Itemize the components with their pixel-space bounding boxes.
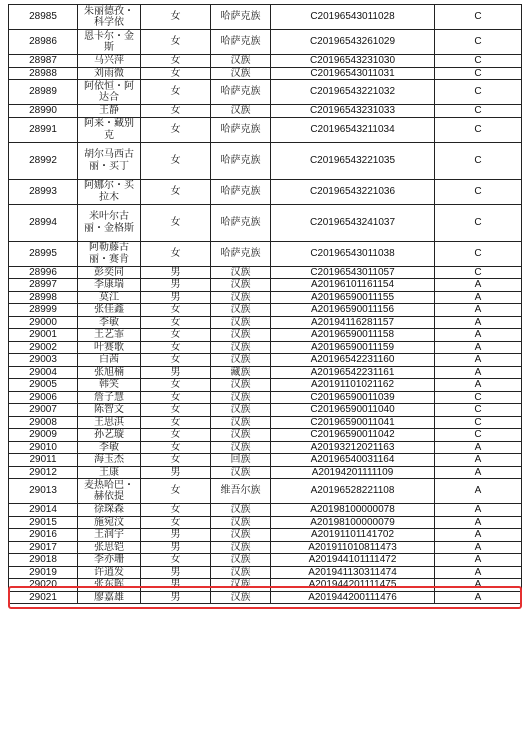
table-row (9, 366, 522, 379)
grade-cell: A (435, 554, 522, 567)
table-row (9, 279, 522, 292)
ethnicity-cell: 汉族 (211, 304, 271, 317)
name-cell: 王康 (78, 466, 141, 479)
ethnicity-cell: 汉族 (211, 566, 271, 579)
ethnicity-cell: 汉族 (211, 291, 271, 304)
ethnicity-cell: 汉族 (211, 266, 271, 279)
roster-table (8, 4, 522, 604)
name-cell: 王思淇 (78, 416, 141, 429)
id-cell: 29012 (9, 466, 78, 479)
code-cell: C20196543231033 (271, 105, 435, 118)
gender-cell: 女 (141, 391, 211, 404)
gender-cell: 男 (141, 529, 211, 542)
table-row (9, 416, 522, 429)
ethnicity-cell: 回族 (211, 454, 271, 467)
gender-cell: 男 (141, 591, 211, 604)
table-row (9, 529, 522, 542)
name-cell: 廖嘉雄 (78, 591, 141, 604)
grade-cell: A (435, 291, 522, 304)
name-cell: 许逍发 (78, 566, 141, 579)
table-row (9, 266, 522, 279)
ethnicity-cell: 汉族 (211, 554, 271, 567)
table-row (9, 454, 522, 467)
grade-cell: A (435, 329, 522, 342)
ethnicity-cell: 哈萨克族 (211, 204, 271, 241)
id-cell: 28985 (9, 5, 78, 30)
table-row (9, 117, 522, 142)
grade-cell: C (435, 80, 522, 105)
table-row (9, 466, 522, 479)
name-cell: 恩卡尔・金斯 (78, 30, 141, 55)
id-cell: 28992 (9, 142, 78, 179)
name-cell: 徐琛森 (78, 504, 141, 517)
gender-cell: 女 (141, 55, 211, 68)
gender-cell: 女 (141, 404, 211, 417)
ethnicity-cell: 汉族 (211, 316, 271, 329)
id-cell: 28999 (9, 304, 78, 317)
name-cell: 张佳鑫 (78, 304, 141, 317)
name-cell: 朱丽德孜・科学依 (78, 5, 141, 30)
ethnicity-cell: 哈萨克族 (211, 30, 271, 55)
name-cell: 阿勒藤古丽・赛肯 (78, 241, 141, 266)
name-cell: 刘雨微 (78, 67, 141, 80)
code-cell: A20196590011159 (271, 341, 435, 354)
id-cell: 29011 (9, 454, 78, 467)
ethnicity-cell: 汉族 (211, 354, 271, 367)
grade-cell: A (435, 341, 522, 354)
id-cell: 29010 (9, 441, 78, 454)
id-cell: 29013 (9, 479, 78, 504)
gender-cell: 女 (141, 179, 211, 204)
gender-cell: 女 (141, 204, 211, 241)
table-row (9, 241, 522, 266)
table-row (9, 341, 522, 354)
code-cell: A20196542231160 (271, 354, 435, 367)
gender-cell: 女 (141, 379, 211, 392)
ethnicity-cell: 哈萨克族 (211, 179, 271, 204)
name-cell: 阿依恒・阿达合 (78, 80, 141, 105)
grade-cell: C (435, 429, 522, 442)
id-cell: 29019 (9, 566, 78, 579)
ethnicity-cell: 哈萨克族 (211, 117, 271, 142)
table-row (9, 554, 522, 567)
id-cell: 29005 (9, 379, 78, 392)
grade-cell: A (435, 304, 522, 317)
gender-cell: 女 (141, 80, 211, 105)
grade-cell: C (435, 67, 522, 80)
grade-cell: C (435, 142, 522, 179)
code-cell: C20196543011031 (271, 67, 435, 80)
gender-cell: 女 (141, 30, 211, 55)
ethnicity-cell: 汉族 (211, 441, 271, 454)
id-cell: 29007 (9, 404, 78, 417)
gender-cell: 女 (141, 416, 211, 429)
name-cell: 孙艺璇 (78, 429, 141, 442)
id-cell: 28995 (9, 241, 78, 266)
gender-cell: 女 (141, 516, 211, 529)
table-row (9, 105, 522, 118)
id-cell: 29009 (9, 429, 78, 442)
name-cell: 李敏 (78, 441, 141, 454)
table-row (9, 142, 522, 179)
id-cell: 29000 (9, 316, 78, 329)
table-row (9, 316, 522, 329)
code-cell: C20196543011038 (271, 241, 435, 266)
name-cell: 张旭楠 (78, 366, 141, 379)
id-cell: 29006 (9, 391, 78, 404)
id-cell: 28996 (9, 266, 78, 279)
code-cell: C20196590011042 (271, 429, 435, 442)
name-cell: 彭奕同 (78, 266, 141, 279)
name-cell: 莫江 (78, 291, 141, 304)
table-row-highlighted (9, 591, 522, 604)
grade-cell: A (435, 516, 522, 529)
ethnicity-cell: 汉族 (211, 529, 271, 542)
grade-cell: A (435, 541, 522, 554)
id-cell: 29020 (9, 579, 78, 592)
ethnicity-cell: 哈萨克族 (211, 142, 271, 179)
id-cell: 29014 (9, 504, 78, 517)
table-row (9, 55, 522, 68)
name-cell: 麦热哈巴・赫依提 (78, 479, 141, 504)
code-cell: A20194201111109 (271, 466, 435, 479)
table-row (9, 504, 522, 517)
name-cell: 陈智文 (78, 404, 141, 417)
grade-cell: A (435, 504, 522, 517)
ethnicity-cell: 汉族 (211, 379, 271, 392)
code-cell: A201944200111476 (271, 591, 435, 604)
grade-cell: A (435, 529, 522, 542)
name-cell: 詹子慧 (78, 391, 141, 404)
gender-cell: 男 (141, 566, 211, 579)
gender-cell: 女 (141, 105, 211, 118)
table-row (9, 179, 522, 204)
name-cell: 白茜 (78, 354, 141, 367)
gender-cell: 男 (141, 279, 211, 292)
code-cell: C20196543261029 (271, 30, 435, 55)
ethnicity-cell: 哈萨克族 (211, 241, 271, 266)
grade-cell: C (435, 241, 522, 266)
table-row (9, 404, 522, 417)
code-cell: C20196543221035 (271, 142, 435, 179)
code-cell: C20196543221032 (271, 80, 435, 105)
code-cell: C20196543221036 (271, 179, 435, 204)
grade-cell: C (435, 416, 522, 429)
id-cell: 29003 (9, 354, 78, 367)
gender-cell: 女 (141, 554, 211, 567)
table-row (9, 379, 522, 392)
gender-cell: 女 (141, 454, 211, 467)
gender-cell: 女 (141, 479, 211, 504)
code-cell: C20196590011040 (271, 404, 435, 417)
gender-cell: 男 (141, 466, 211, 479)
code-cell: C20196590011041 (271, 416, 435, 429)
grade-cell: C (435, 55, 522, 68)
gender-cell: 女 (141, 316, 211, 329)
table-row (9, 479, 522, 504)
grade-cell: C (435, 105, 522, 118)
code-cell: A20191101021162 (271, 379, 435, 392)
table-row (9, 304, 522, 317)
table-row (9, 541, 522, 554)
ethnicity-cell: 汉族 (211, 516, 271, 529)
table-row (9, 67, 522, 80)
name-cell: 王静 (78, 105, 141, 118)
gender-cell: 女 (141, 341, 211, 354)
id-cell: 29001 (9, 329, 78, 342)
ethnicity-cell: 汉族 (211, 105, 271, 118)
gender-cell: 女 (141, 117, 211, 142)
name-cell: 马兴萍 (78, 55, 141, 68)
id-cell: 29017 (9, 541, 78, 554)
id-cell: 29015 (9, 516, 78, 529)
gender-cell: 女 (141, 441, 211, 454)
ethnicity-cell: 汉族 (211, 341, 271, 354)
table-row (9, 204, 522, 241)
code-cell: A20196542231161 (271, 366, 435, 379)
code-cell: A20196101161154 (271, 279, 435, 292)
name-cell: 阿娜尔・买拉木 (78, 179, 141, 204)
grade-cell: A (435, 354, 522, 367)
id-cell: 28994 (9, 204, 78, 241)
id-cell: 28987 (9, 55, 78, 68)
name-cell: 韩笑 (78, 379, 141, 392)
gender-cell: 女 (141, 142, 211, 179)
name-cell: 王润宇 (78, 529, 141, 542)
code-cell: A201941130311474 (271, 566, 435, 579)
id-cell: 29021 (9, 591, 78, 604)
code-cell: A20196590011156 (271, 304, 435, 317)
table-row (9, 391, 522, 404)
gender-cell: 女 (141, 354, 211, 367)
code-cell: C20196543231030 (271, 55, 435, 68)
grade-cell: C (435, 266, 522, 279)
code-cell: A20191101141702 (271, 529, 435, 542)
name-cell: 叶赛歌 (78, 341, 141, 354)
grade-cell: A (435, 379, 522, 392)
gender-cell: 女 (141, 67, 211, 80)
grade-cell: C (435, 179, 522, 204)
ethnicity-cell: 汉族 (211, 504, 271, 517)
ethnicity-cell: 汉族 (211, 391, 271, 404)
ethnicity-cell: 汉族 (211, 591, 271, 604)
ethnicity-cell: 藏族 (211, 366, 271, 379)
id-cell: 29016 (9, 529, 78, 542)
id-cell: 29002 (9, 341, 78, 354)
ethnicity-cell: 汉族 (211, 466, 271, 479)
id-cell: 29018 (9, 554, 78, 567)
table-row (9, 516, 522, 529)
code-cell: A20198100000079 (271, 516, 435, 529)
gender-cell: 女 (141, 329, 211, 342)
grade-cell: A (435, 591, 522, 604)
grade-cell: A (435, 479, 522, 504)
id-cell: 29004 (9, 366, 78, 379)
grade-cell: C (435, 117, 522, 142)
ethnicity-cell: 汉族 (211, 541, 271, 554)
table-row (9, 429, 522, 442)
gender-cell: 男 (141, 266, 211, 279)
grade-cell: C (435, 391, 522, 404)
ethnicity-cell: 汉族 (211, 404, 271, 417)
roster-body (9, 5, 522, 604)
table-row (9, 291, 522, 304)
grade-cell: A (435, 579, 522, 592)
code-cell: C20196543011057 (271, 266, 435, 279)
id-cell: 28998 (9, 291, 78, 304)
ethnicity-cell: 汉族 (211, 279, 271, 292)
table-row (9, 80, 522, 105)
grade-cell: C (435, 5, 522, 30)
code-cell: A20193212021163 (271, 441, 435, 454)
code-cell: A201944201111475 (271, 579, 435, 592)
name-cell: 阿来・藏别克 (78, 117, 141, 142)
code-cell: C20196590011039 (271, 391, 435, 404)
grade-cell: A (435, 316, 522, 329)
table-row (9, 30, 522, 55)
ethnicity-cell: 汉族 (211, 67, 271, 80)
id-cell: 29008 (9, 416, 78, 429)
table-row (9, 354, 522, 367)
name-cell: 海玉杰 (78, 454, 141, 467)
code-cell: A201911010811473 (271, 541, 435, 554)
ethnicity-cell: 汉族 (211, 579, 271, 592)
grade-cell: C (435, 204, 522, 241)
code-cell: A20196540031164 (271, 454, 435, 467)
grade-cell: A (435, 279, 522, 292)
grade-cell: C (435, 30, 522, 55)
code-cell: A20196528221108 (271, 479, 435, 504)
id-cell: 28986 (9, 30, 78, 55)
name-cell: 王艺霏 (78, 329, 141, 342)
grade-cell: A (435, 566, 522, 579)
grade-cell: A (435, 466, 522, 479)
name-cell: 李康瑞 (78, 279, 141, 292)
id-cell: 28988 (9, 67, 78, 80)
grade-cell: A (435, 454, 522, 467)
code-cell: C20196543211034 (271, 117, 435, 142)
code-cell: A20198100000078 (271, 504, 435, 517)
id-cell: 28997 (9, 279, 78, 292)
ethnicity-cell: 维吾尔族 (211, 479, 271, 504)
ethnicity-cell: 哈萨克族 (211, 5, 271, 30)
gender-cell: 女 (141, 5, 211, 30)
name-cell: 张东晖 (78, 579, 141, 592)
id-cell: 28991 (9, 117, 78, 142)
ethnicity-cell: 汉族 (211, 55, 271, 68)
code-cell: A20194116281157 (271, 316, 435, 329)
ethnicity-cell: 哈萨克族 (211, 80, 271, 105)
table-row (9, 566, 522, 579)
code-cell: C20196543241037 (271, 204, 435, 241)
gender-cell: 女 (141, 504, 211, 517)
name-cell: 米叶尔古丽・金格斯 (78, 204, 141, 241)
name-cell: 施宛汶 (78, 516, 141, 529)
name-cell: 张思铠 (78, 541, 141, 554)
gender-cell: 男 (141, 291, 211, 304)
id-cell: 28993 (9, 179, 78, 204)
table-row (9, 5, 522, 30)
code-cell: C20196543011028 (271, 5, 435, 30)
table-row (9, 441, 522, 454)
grade-cell: A (435, 366, 522, 379)
gender-cell: 男 (141, 579, 211, 592)
gender-cell: 女 (141, 304, 211, 317)
gender-cell: 女 (141, 429, 211, 442)
grade-cell: C (435, 404, 522, 417)
gender-cell: 男 (141, 366, 211, 379)
ethnicity-cell: 汉族 (211, 329, 271, 342)
grade-cell: A (435, 441, 522, 454)
ethnicity-cell: 汉族 (211, 416, 271, 429)
code-cell: A20196590011155 (271, 291, 435, 304)
id-cell: 28990 (9, 105, 78, 118)
name-cell: 李亦珊 (78, 554, 141, 567)
name-cell: 李敏 (78, 316, 141, 329)
code-cell: A20196590011158 (271, 329, 435, 342)
id-cell: 28989 (9, 80, 78, 105)
name-cell: 胡尔马西古丽・买丁 (78, 142, 141, 179)
ethnicity-cell: 汉族 (211, 429, 271, 442)
table-row (9, 329, 522, 342)
gender-cell: 女 (141, 241, 211, 266)
table-row (9, 579, 522, 592)
code-cell: A201944101111472 (271, 554, 435, 567)
gender-cell: 男 (141, 541, 211, 554)
